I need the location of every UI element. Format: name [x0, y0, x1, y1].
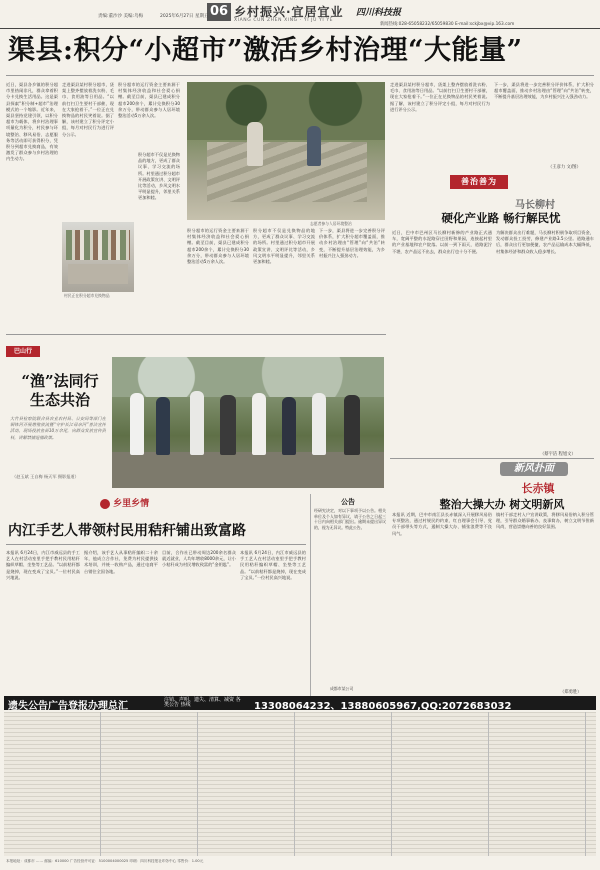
section-title: 乡村振兴·宜居宜业 [234, 5, 344, 19]
contact-line: 新闻热线:028-65058232/65059830 E-mail:sckjbx@vip.163.com [380, 22, 515, 27]
artisan-col4: 本报讯 6月24日，内江市威远县的手工艺人在村活动室里手把手教村民用秸秆编织草帽、坐垫等工艺品。“以前秸秆都是烧掉，现在变成了宝贝。”一位村民高兴地说。 [240, 550, 306, 580]
editor-credit: 责编:董沙沙 美编:乌梅 [98, 14, 143, 19]
artisan-title: 内江手艺人带领村民用秸秆铺出致富路 [8, 523, 246, 539]
notice-left-border [310, 494, 311, 698]
headline-rule [6, 75, 594, 76]
township-badge: 新风扑面 [500, 462, 568, 476]
page-number-badge [207, 3, 231, 21]
notice-body: 经研究决定，对以下事项予以公告。相关单位及个人如有异议，请于公告之日起三十日内向相关部门提出。逾期未提出异议的，视为无异议。特此公告。 [314, 508, 386, 530]
classified-ads [4, 712, 596, 856]
main-story-col8: 下一步，渠县将进一步完善积分评价体系，扩大积分超市覆盖面，推动乡村治理由“管理”向“共治”转变，不断提升基层治理效能，为乡村振兴注入强劲动力。 [494, 82, 594, 100]
masthead [0, 0, 600, 30]
masthead-rule [0, 28, 600, 29]
river-byline: （赵玉斌 王自梅 杨天军 摄影报道） [12, 474, 79, 479]
notice-title: 公告 [341, 498, 355, 506]
photo-river-group [112, 357, 384, 488]
artisan-col1: 本报讯 6月24日，内江市威远县的手工艺人在村活动室里手把手教村民用秸秆编织草帽、坐垫等工艺品。“以前秸秆都是烧掉，现在变成了宝贝。”一位村民高兴地说。 [6, 550, 80, 580]
ad-banner [4, 696, 596, 710]
main-story-col3b: 积分超市不仅是兑换物品的地方，更成了群众议事、学习交流的场所。村里通过积分超市开展政策宣讲、文明评比等活动，乡风文明水平明显提升，邻里关系更加和睦。 [138, 152, 180, 201]
side-subsection: 马长柳村 [515, 200, 555, 211]
main-headline: 渠县:积分“小超市”激活乡村治理“大能量” [8, 35, 523, 66]
main-story-col6: 下一步，渠县将进一步完善积分评价体系，扩大积分超市覆盖面，推动乡村治理由“管理”向“共治”转变，不断提升基层治理效能，为乡村振兴注入强劲动力。 [319, 228, 385, 258]
township-title: 整治大操大办 树文明新风 [439, 498, 565, 511]
main-story-col5: 积分超市不仅是兑换物品的地方，更成了群众议事、学习交流的场所。村里通过积分超市开展政策宣讲、文明评比等活动，乡风文明水平明显提升，邻里关系更加和睦。 [253, 228, 315, 265]
photo-village-caption: 志愿者参与人居环境整治 [310, 221, 352, 226]
main-story-col7: 走进渠县某村积分超市，货架上整齐摆放着洗衣粉、毛巾、食用油等日用品。“以前打扫卫生要村干部催，现在大家抢着干。”一位正在兑换物品的村民笑着说。据了解，该村建立了积分评定小组，每月对村民行为进行评分公示。 [390, 82, 490, 112]
photo-village-cleanup [187, 82, 385, 220]
side-byline: （蔡宇洁 程旭文） [540, 452, 576, 457]
side-col2: 为解决群众出行难题，马长柳村积极争取项目资金，发动群众投工投劳，修建产业路3.5公里。道路通车后，群众出行更加便捷，农产品运输成本大幅降低，村集体经济和群众收入稳步增长。 [496, 230, 594, 254]
township-place: 长赤镇 [521, 482, 555, 495]
artisan-col2: 据介绍，该手艺人从事秸秆编织二十余年，他成立合作社，免费为村民提供技术培训，并统一收购产品，通过电商平台销往全国各地。 [84, 550, 158, 574]
main-story-col3: 积分超市的运行资金主要来源于村集体经济收益和社会爱心捐赠。截至目前，渠县已建成积分超市200余个，累计兑换积分30余万分，带动群众参与人居环境整治活动5万余人次。 [118, 82, 180, 119]
township-byline: （郑勇胜） [560, 690, 582, 695]
main-story-byline: （王彦力 文/图） [548, 165, 581, 170]
page-number: 06 [209, 4, 229, 19]
river-section-badge: 巴山行 [6, 346, 40, 357]
main-story-col1: 近日，渠县各乡镇的积分超市里热闹非凡，群众拿着积分卡兑换生活用品。这是渠县探索“积分制+超市”治理模式的一个缩影。近年来，渠县坚持党建引领，以积分超市为载体，将乡村治理事项量化为积分，村民参与环境整治、移风易俗、志愿服务等活动即可获得积分，凭积分到超市兑换商品，有效激发了群众参与乡村治理的内生动力。 [6, 82, 58, 162]
river-title: “渔”法同行 生态共治 [21, 372, 99, 409]
date-line: 2025年6月27日 星期五 [160, 14, 209, 19]
main-story-col2: 走进渠县某村积分超市，货架上整齐摆放着洗衣粉、毛巾、食用油等日用品。“以前打扫卫生要村干部催，现在大家抢着干。”一位正在兑换物品的村民笑着说。据了解，该村建立了积分评定小组，每月对村民行为进行评分公示。 [62, 82, 114, 137]
artisan-col3: 目前，合作社已带动周边200余名群众就近就业，人均年增收8000余元，让小小秸秆成为村民增收致富的“金钥匙”。 [162, 550, 236, 568]
township-top-rule [390, 458, 594, 459]
artisan-badge-icon [100, 499, 110, 509]
notice-org: 成都市某公司 [330, 686, 354, 691]
photo-shop-caption: 村民正在积分超市兑换物品 [64, 293, 110, 298]
ad-title: 遗失公告广告登报办理总汇 [8, 701, 128, 710]
photo-shop-interior [62, 222, 134, 292]
main-story-col4: 积分超市的运行资金主要来源于村集体经济收益和社会爱心捐赠。截至目前，渠县已建成积分超市200余个，累计兑换积分30余万分，带动群众参与人居环境整治活动5万余人次。 [187, 228, 249, 265]
river-body: 大竹县检察院联合县农业农村局、公安局等部门在铜钵河开展增殖放流暨“守护长江母亲河”普法宣传活动，现场投放鱼苗10万余尾，向群众发放宣传资料，讲解禁捕退捕政策。 [10, 416, 106, 440]
artisan-rule [6, 544, 306, 545]
artisan-section-badge: 乡里乡情 [100, 496, 180, 510]
river-top-rule [6, 334, 386, 335]
side-title: 硬化产业路 畅行解民忧 [441, 211, 561, 225]
paper-name: 四川科技报 [356, 8, 402, 18]
township-col2: 镇村干部走村入户宣讲政策，将移风易俗纳入积分管理，引导群众婚事新办、丧事简办，树立文明节俭新风尚，营造崇德向善的良好氛围。 [496, 512, 594, 530]
ad-phones: 13308064232、13880605967,QQ:2072683032 [254, 701, 512, 710]
footer-line: 本报地址：成都市 …… 邮编：610000 广告经营许可证：5100004000025 印刷：四川科技报社印务中心 零售价：1.00元 [6, 859, 204, 863]
township-col1: 本报讯 近期，巴中市南江县长赤镇深入开展移风易俗专项整治，通过村规民约约束、红白理事会引导、党员干部带头等方式，遏制大操大办、铺张浪费等不良风气。 [392, 512, 492, 536]
side-section-badge: 善治善为 [450, 175, 508, 189]
ad-sub: 注销、声明、遗失、清算、减资 各类公告 热线 [164, 697, 241, 708]
section-pinyin: XIANG CUN ZHEN XING · YI JU YI YE [234, 18, 334, 23]
side-col1: 近日，巴中市巴州区马长柳村新修的产业路正式通车，宽阔平整的水泥路穿过田野和果园，连接起村里的产业基地和农户院落。以前一到下雨天，道路泥泞不堪，农产品运不出去，群众出行也十分不便。 [392, 230, 492, 254]
